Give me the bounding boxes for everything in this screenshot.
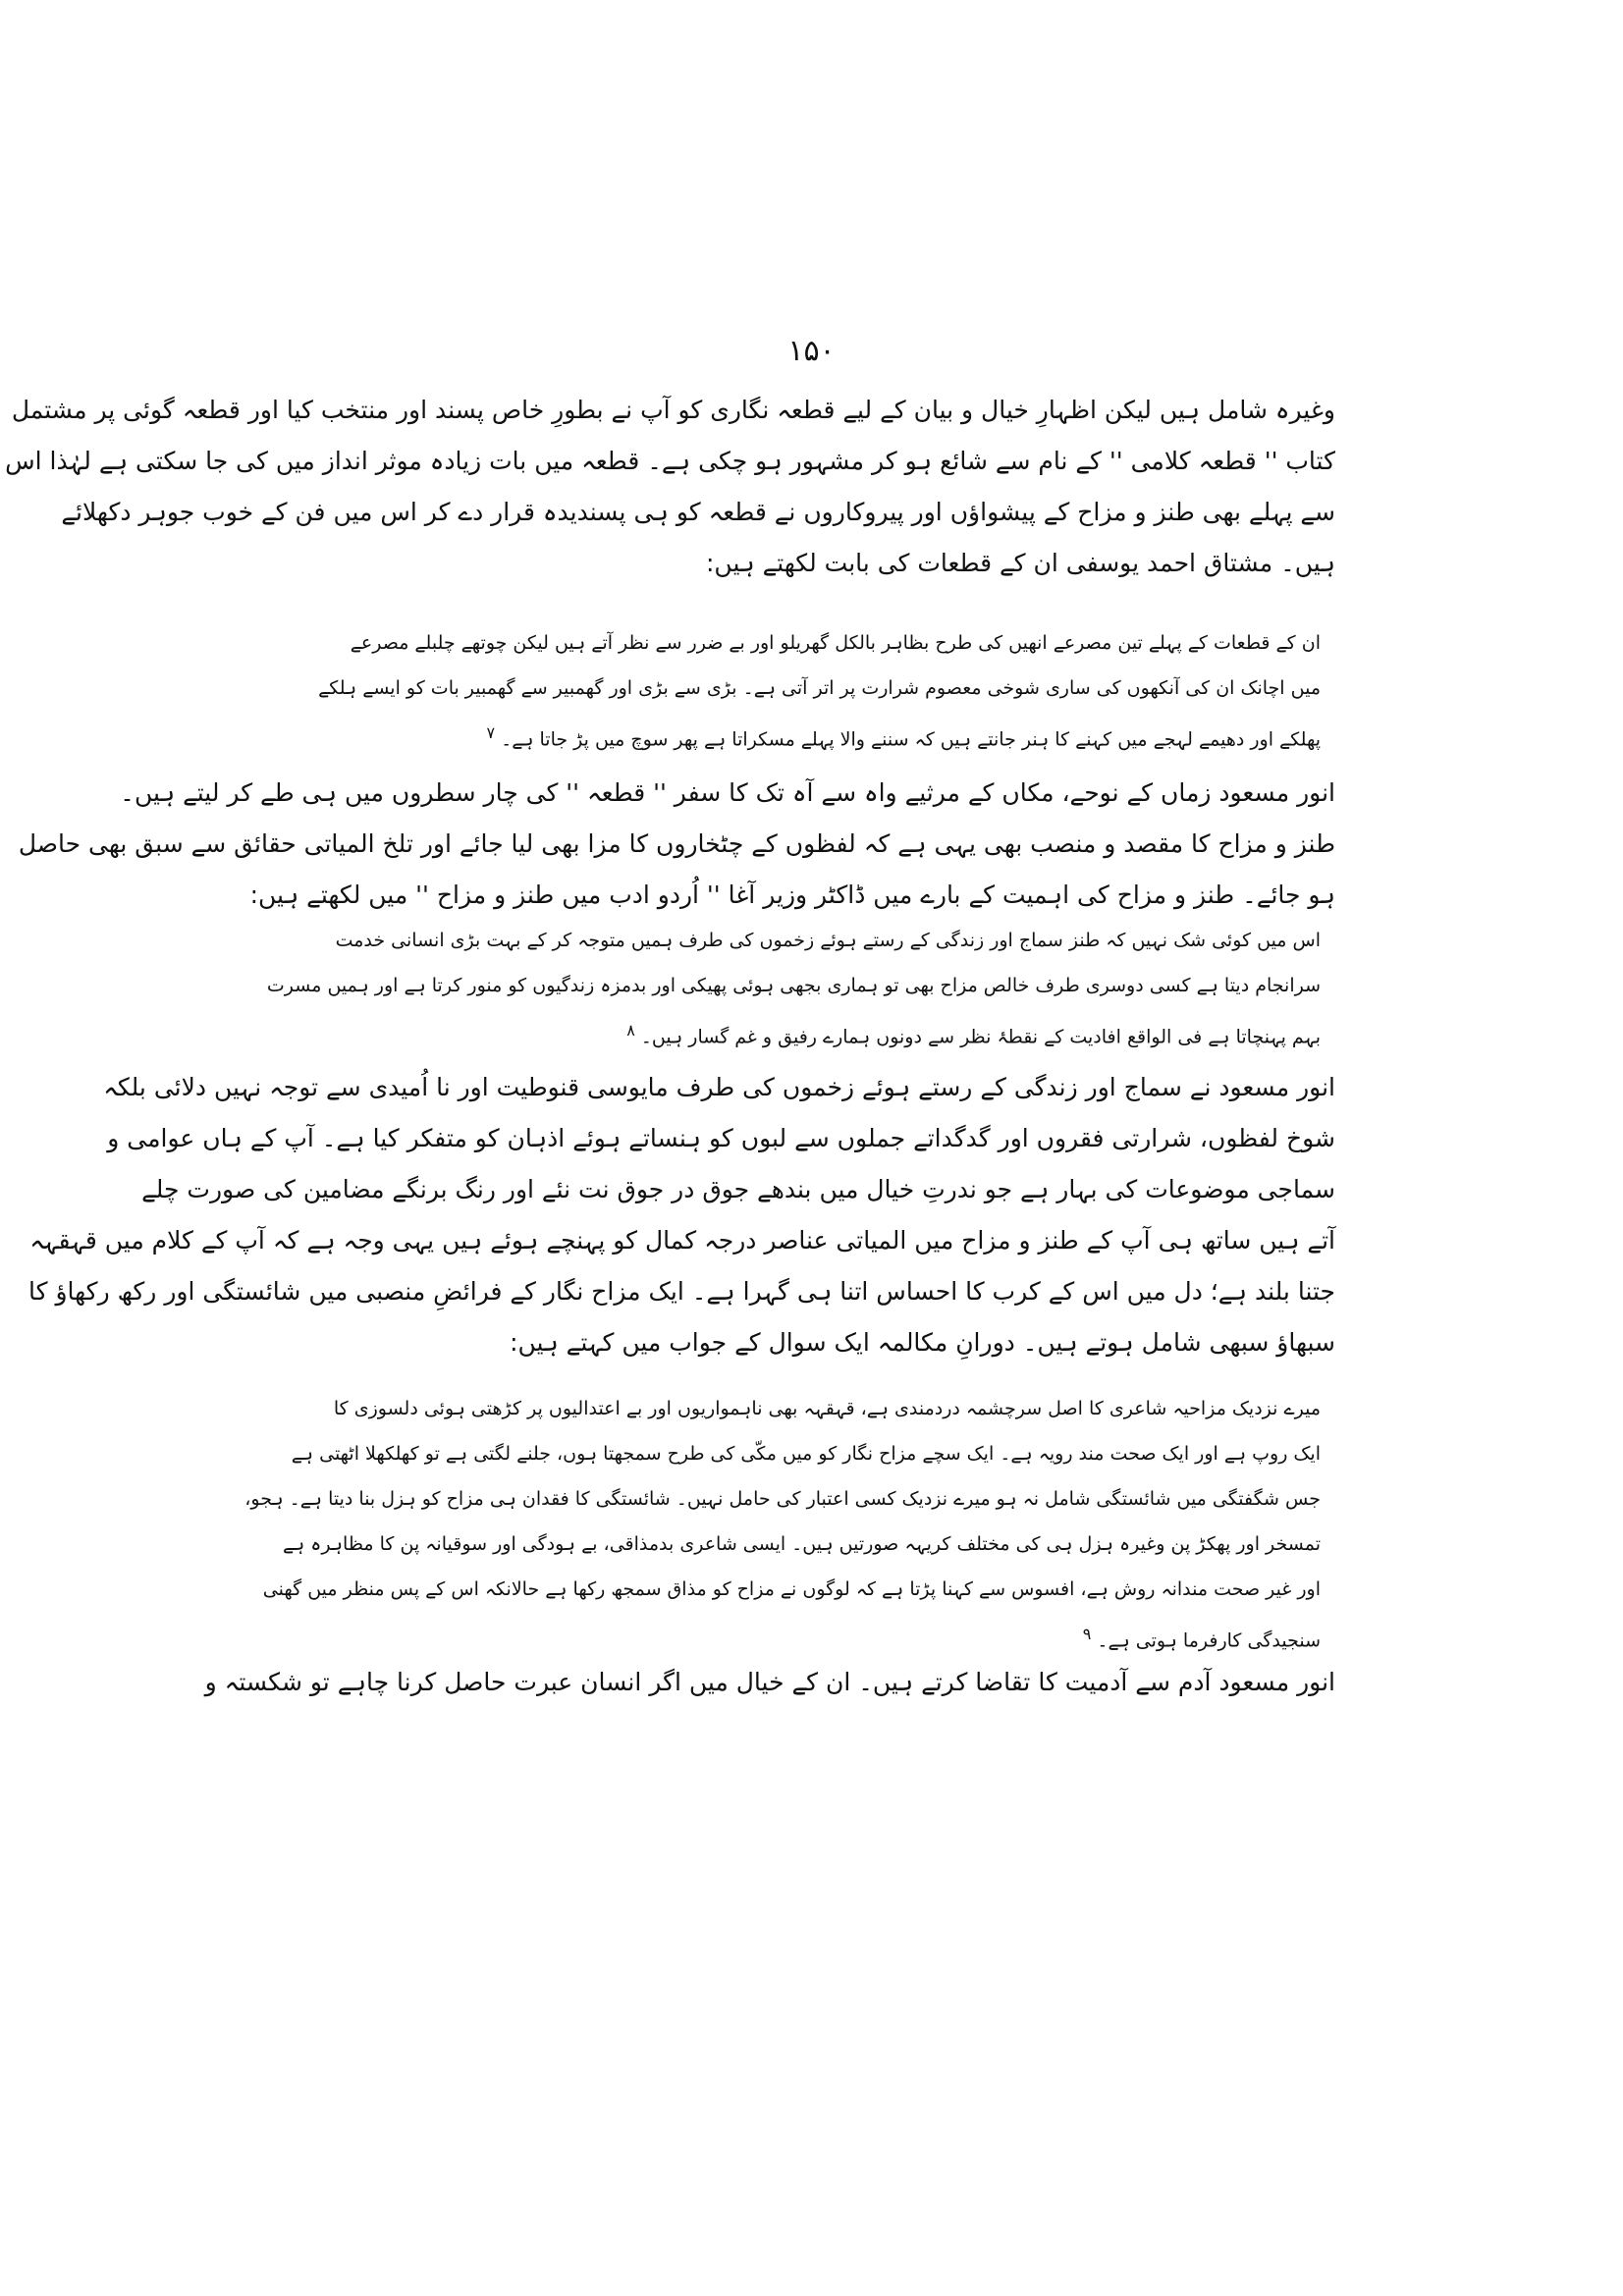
paragraph-line: انور مسعود زماں کے نوحے، مکاں کے مرثیے واہ سے آہ تک کا سفر '' قطعہ '' کی چار سطروں میں ہی طے کر لیتے ہیں۔ bbox=[120, 778, 1335, 807]
paragraph-1 bbox=[5, 385, 1335, 589]
paragraph-line: سبھاؤ سبھی شامل ہوتے ہیں۔ دورانِ مکالمہ ایک سوال کے جواب میں کہتے ہیں: bbox=[510, 1328, 1335, 1357]
quote-line: میں اچانک ان کی آنکھوں کی ساری شوخی معصوم شرارت پر اتر آتی ہے۔ بڑی سے بڑی اور گھمبیر سے گھمبیر بات کو ایسے ہلکے bbox=[318, 677, 1321, 699]
paragraph-line: آتے ہیں ساتھ ہی آپ کے طنز و مزاح میں المیاتی عناصر درجہ کمال کو پہنچے ہوئے ہیں یہی وجہ ہے کہ آپ کے کلام میں قہقہہ bbox=[29, 1226, 1335, 1255]
quote-line: تمسخر اور پھکڑ پن وغیرہ ہزل ہی کی مختلف کریہہ صورتیں ہیں۔ ایسی شاعری بدمذاقی، بے ہودگی اور سوقیانہ پن کا مظاہرہ ہے bbox=[282, 1533, 1321, 1555]
page-number: ۱۵۰ bbox=[787, 334, 836, 368]
quote-line: سرانجام دیتا ہے کسی دوسری طرف خالص مزاح بھی تو ہماری بجھی ہوئی پھیکی اور بدمزہ زندگیوں کو منور کرتا ہے اور ہمیں مسرت bbox=[266, 975, 1321, 996]
footnote-marker: ۹ bbox=[1082, 1625, 1092, 1643]
paragraph-line: سماجی موضوعات کی بہار ہے جو ندرتِ خیال میں بندھے جوق در جوق نت نئے اور رنگ برنگے مضامین کی صورت چلے bbox=[141, 1175, 1335, 1203]
quote-line: ایک روپ ہے اور ایک صحت مند رویہ ہے۔ ایک سچے مزاح نگار کو میں مکّی کی طرح سمجھتا ہوں، جلنے لگتی ہے تو کھلکھلا اٹھتی ہے bbox=[291, 1443, 1321, 1465]
paragraph-line: سے پہلے بھی طنز و مزاح کے پیشواؤں اور پیروکاروں نے قطعہ کو ہی پسندیدہ قرار دے کر اس میں فن کے خوب جوہر دکھلائے bbox=[61, 498, 1335, 526]
paragraph-line: شوخ لفظوں، شرارتی فقروں اور گدگداتے جملوں سے لبوں کو ہنساتے ہوئے اذہان کو متفکر کیا ہے۔ آپ کے ہاں عوامی و bbox=[107, 1124, 1335, 1152]
block-quote-3 bbox=[244, 1386, 1321, 1657]
quote-line: ان کے قطعات کے پہلے تین مصرعے انھیں کی طرح بظاہر بالکل گھریلو اور بے ضرر سے نظر آتے ہیں لیکن چوتھے چلبلے مصرعے bbox=[350, 632, 1321, 654]
paragraph-line: ہو جائے۔ طنز و مزاح کی اہمیت کے بارے میں ڈاکٹر وزیر آغا '' اُردو ادب میں طنز و مزاح '' میں لکھتے ہیں: bbox=[249, 881, 1335, 909]
block-quote-2 bbox=[266, 918, 1321, 1053]
paragraph-line: کتاب '' قطعہ کلامی '' کے نام سے شائع ہو کر مشہور ہو چکی ہے۔ قطعہ میں بات زیادہ موثر انداز میں کی جا سکتی ہے لہٰذا اس bbox=[5, 447, 1335, 475]
paragraph-line: ہیں۔ مشتاق احمد یوسفی ان کے قطعات کی بابت لکھتے ہیں: bbox=[705, 549, 1335, 577]
paragraph-3 bbox=[28, 1062, 1335, 1368]
paragraph-line: وغیرہ شامل ہیں لیکن اظہارِ خیال و بیان کے لیے قطعہ نگاری کو آپ نے بطورِ خاص پسند اور منتخب کیا اور قطعہ گوئی پر مشتمل bbox=[11, 396, 1335, 424]
footnote-marker: ۷ bbox=[486, 723, 496, 742]
paragraph-2 bbox=[18, 768, 1335, 921]
paragraph-line: طنز و مزاح کا مقصد و منصب بھی یہی ہے کہ لفظوں کے چٹخاروں کا مزا بھی لیا جائے اور تلخ المیاتی حقائق سے سبق بھی حاصل bbox=[18, 829, 1335, 858]
quote-line-text: بہم پہنچاتا ہے فی الواقع افادیت کے نقطۂ نظر سے دونوں ہمارے رفیق و غم گسار ہیں۔ bbox=[640, 1026, 1321, 1048]
paragraph-line: جتنا بلند ہے؛ دل میں اس کے کرب کا احساس اتنا ہی گہرا ہے۔ ایک مزاح نگار کے فرائضِ منصبی میں شائستگی اور رکھ رکھاؤ کا bbox=[28, 1277, 1335, 1306]
quote-line-text: پھلکے اور دھیمے لہجے میں کہنے کا ہنر جانتے ہیں کہ سننے والا پہلے مسکراتا ہے پھر سوچ میں پڑ جاتا ہے۔ bbox=[501, 728, 1321, 751]
paragraph-line: انور مسعود نے سماج اور زندگی کے رستے ہوئے زخموں کی طرف مایوسی قنوطیت اور نا اُمیدی سے توجہ نہیں دلائی بلکہ bbox=[103, 1073, 1335, 1101]
footnote-marker: ۸ bbox=[626, 1021, 635, 1040]
quote-line: اور غیر صحت مندانہ روش ہے، افسوس سے کہنا پڑتا ہے کہ لوگوں نے مزاح کو مذاق سمجھ رکھا ہے حالانکہ اس کے پس منظر میں گھنی bbox=[262, 1578, 1321, 1600]
quote-line: اس میں کوئی شک نہیں کہ طنز سماج اور زندگی کے رستے ہوئے زخموں کی طرف ہمیں متوجہ کر کے بہت بڑی انسانی خدمت bbox=[335, 930, 1321, 951]
block-quote-1 bbox=[318, 620, 1321, 756]
quote-line bbox=[349, 1008, 1321, 1053]
quote-line bbox=[349, 711, 1321, 756]
quote-line: جس شگفتگی میں شائستگی شامل نہ ہو میرے نزدیک کسی اعتبار کی حامل نہیں۔ شائستگی کا فقدان ہی مزاح کو ہزل بنا دیتا ہے۔ ہجو، bbox=[244, 1488, 1321, 1510]
paragraph-line: انور مسعود آدم سے آدمیت کا تقاضا کرتے ہیں۔ ان کے خیال میں اگر انسان عبرت حاصل کرنا چاہے تو شکستہ و bbox=[204, 1668, 1335, 1696]
quote-line: میرے نزدیک مزاحیہ شاعری کا اصل سرچشمہ دردمندی ہے، قہقہہ بھی ناہمواریوں اور بے اعتدالیوں پر کڑھتی ہوئی دلسوزی کا bbox=[333, 1398, 1321, 1419]
paragraph-4 bbox=[204, 1657, 1335, 1708]
quote-line-text: سنجیدگی کارفرما ہوتی ہے۔ bbox=[1097, 1629, 1321, 1652]
quote-line bbox=[349, 1612, 1321, 1657]
